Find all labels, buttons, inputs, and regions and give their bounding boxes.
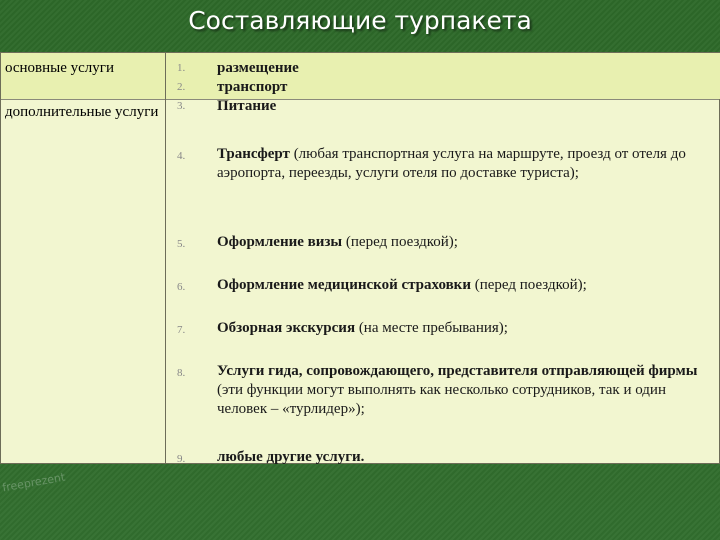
- item-text: [217, 78, 717, 97]
- item-number: 3.: [177, 100, 186, 112]
- watermark: freeprezent: [1, 470, 67, 495]
- item-text: [217, 97, 717, 116]
- item-number: 8.: [177, 367, 186, 379]
- services-table: [0, 52, 720, 464]
- item-bold-text: любые другие услуги.: [217, 449, 365, 465]
- item-text: [217, 276, 717, 295]
- item-number: 7.: [177, 324, 186, 336]
- item-text: [217, 448, 717, 467]
- item-plain-text: (любая транспортная услуга на маршруте, проезд от отеля до аэропорта, переезды, услуги отеля по доставке туриста);: [217, 146, 686, 181]
- item-text: [217, 145, 717, 183]
- item-bold-text: Трансферт: [217, 146, 290, 162]
- item-bold-text: Оформление медицинской страховки: [217, 277, 471, 293]
- item-number: 2.: [177, 81, 186, 93]
- slide-title: Составляющие турпакета: [188, 6, 532, 35]
- column-separator: [165, 53, 166, 463]
- item-number: 4.: [177, 150, 186, 162]
- item-number: 9.: [177, 453, 186, 465]
- additional-services-label: дополнительные услуги: [5, 104, 159, 120]
- item-number: 1.: [177, 62, 186, 74]
- item-bold-text: Обзорная экскурсия: [217, 320, 356, 336]
- item-bold-text: Услуги гида, сопровождающего, представителя отправляющей фирмы: [217, 363, 698, 379]
- item-bold-text: транспорт: [217, 79, 288, 95]
- item-number: 6.: [177, 281, 186, 293]
- item-bold-text: Питание: [217, 98, 277, 114]
- basic-services-label: основные услуги: [5, 60, 114, 76]
- item-plain-text: (эти функции могут выполнять как несколько сотрудников, так и один человек – «турлидер»);: [217, 382, 666, 417]
- item-plain-text: (на месте пребывания);: [355, 320, 508, 336]
- item-plain-text: (перед поездкой);: [342, 234, 458, 250]
- item-plain-text: (перед поездкой);: [470, 277, 587, 293]
- item-text: [217, 233, 717, 252]
- item-bold-text: Оформление визы: [217, 234, 343, 250]
- item-bold-text: размещение: [217, 60, 299, 76]
- item-text: [217, 362, 717, 419]
- item-text: [217, 59, 717, 78]
- item-text: [217, 319, 717, 338]
- item-number: 5.: [177, 238, 186, 250]
